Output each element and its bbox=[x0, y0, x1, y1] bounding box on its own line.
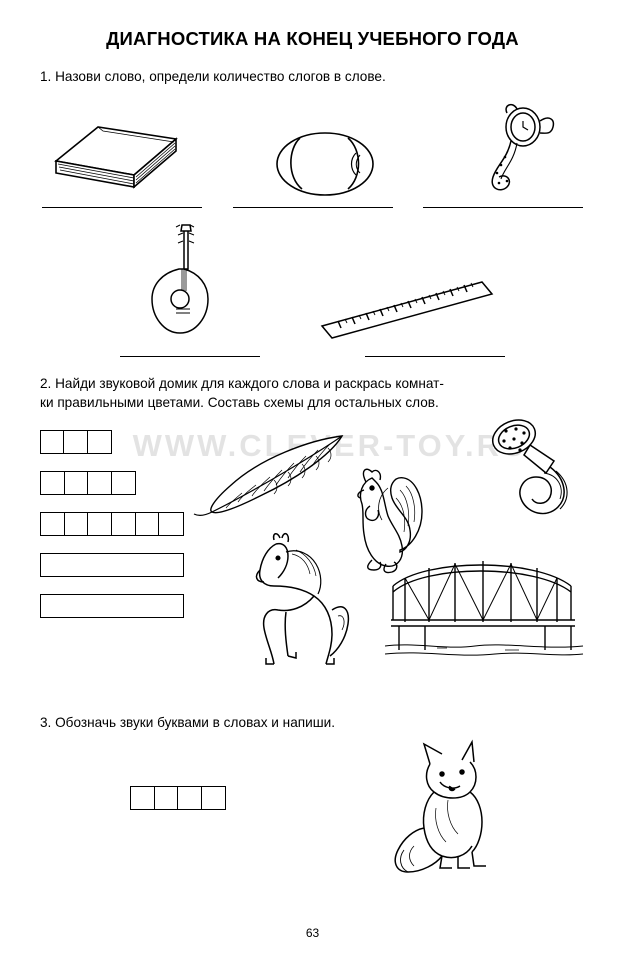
sound-scheme[interactable] bbox=[40, 430, 112, 454]
scheme-cell[interactable] bbox=[41, 554, 183, 576]
shower-head-icon bbox=[470, 415, 620, 555]
scheme-cell[interactable] bbox=[136, 513, 160, 535]
task-1-images-row-2 bbox=[40, 226, 585, 346]
scheme-cell[interactable] bbox=[178, 787, 202, 809]
scheme-cell[interactable] bbox=[131, 787, 155, 809]
scheme-cell[interactable] bbox=[41, 431, 64, 453]
fox-icon bbox=[370, 738, 540, 883]
scheme-cell[interactable] bbox=[88, 472, 112, 494]
sound-scheme[interactable] bbox=[40, 512, 184, 536]
task-1-answer-lines-row-1 bbox=[40, 207, 585, 208]
answer-line[interactable] bbox=[423, 207, 583, 208]
task-2-line-1: 2. Найди звуковой домик для каждого слова и раскрась комнат- bbox=[40, 376, 444, 392]
ruler-icon bbox=[316, 266, 501, 346]
scheme-cell[interactable] bbox=[155, 787, 179, 809]
answer-line[interactable] bbox=[42, 207, 202, 208]
page-number: 63 bbox=[305, 926, 320, 940]
sound-scheme[interactable] bbox=[40, 553, 184, 577]
scheme-cell[interactable] bbox=[65, 472, 89, 494]
sound-scheme[interactable] bbox=[40, 471, 136, 495]
scheme-cell[interactable] bbox=[65, 513, 89, 535]
ball-icon bbox=[270, 119, 380, 199]
task-1-answer-lines-row-2 bbox=[40, 356, 585, 357]
bridge-icon bbox=[385, 550, 585, 660]
sound-scheme[interactable] bbox=[130, 786, 226, 810]
scheme-cell[interactable] bbox=[88, 431, 111, 453]
page-title: ДИАГНОСТИКА НА КОНЕЦ УЧЕБНОГО ГОДА bbox=[106, 28, 519, 49]
task-3-instruction: 3. Обозначь звуки буквами в словах и напиши. bbox=[40, 715, 335, 731]
scheme-cell[interactable] bbox=[112, 513, 136, 535]
answer-line[interactable] bbox=[365, 356, 505, 357]
sound-scheme[interactable] bbox=[40, 594, 184, 618]
scheme-cell[interactable] bbox=[202, 787, 225, 809]
task-1-images-row-1 bbox=[40, 94, 585, 199]
answer-line[interactable] bbox=[233, 207, 393, 208]
scheme-cell[interactable] bbox=[41, 595, 183, 617]
wristwatch-icon bbox=[467, 99, 577, 199]
task-2-content bbox=[40, 420, 585, 710]
task-2-line-2: ки правильными цветами. Составь схемы для остальных слов. bbox=[40, 394, 439, 410]
task-2-instruction bbox=[40, 375, 585, 412]
scheme-cell[interactable] bbox=[41, 513, 65, 535]
scheme-cell[interactable] bbox=[88, 513, 112, 535]
horse-icon bbox=[230, 530, 375, 675]
book-icon bbox=[48, 109, 183, 199]
scheme-cell[interactable] bbox=[159, 513, 183, 535]
task-3-content bbox=[40, 738, 585, 898]
scheme-cell[interactable] bbox=[41, 472, 65, 494]
task-1-instruction: 1. Назови слово, определи количество слогов в слове. bbox=[40, 69, 386, 84]
answer-line[interactable] bbox=[120, 356, 260, 357]
guitar-icon bbox=[124, 221, 229, 346]
scheme-cell[interactable] bbox=[112, 472, 135, 494]
scheme-cell[interactable] bbox=[64, 431, 87, 453]
feather-icon bbox=[190, 430, 350, 520]
